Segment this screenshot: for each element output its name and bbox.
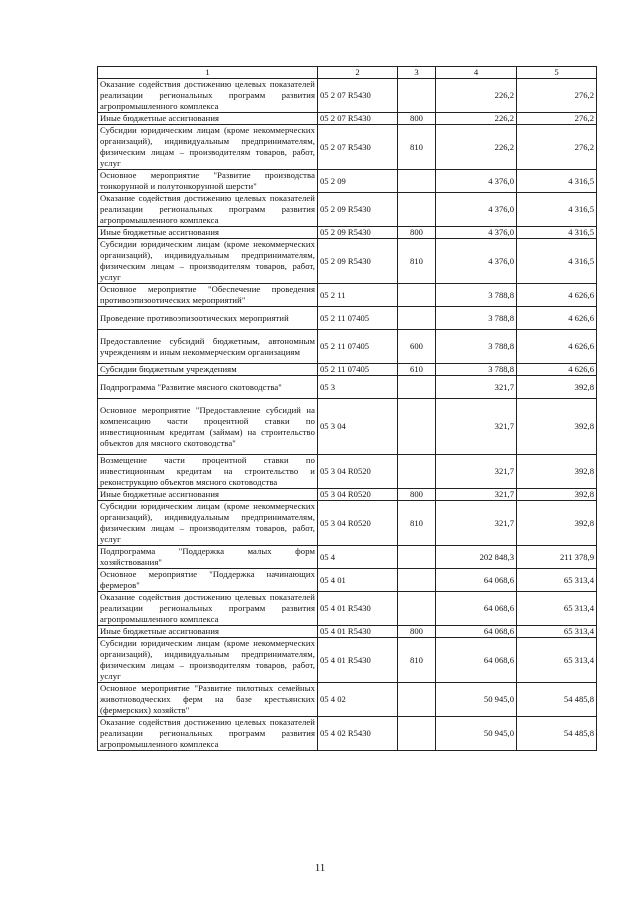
amount-col-5-cell: 4 316,5 (517, 193, 597, 227)
table-row (98, 284, 597, 307)
budget-table (97, 66, 597, 751)
amount-col-5-cell: 65 313,4 (517, 569, 597, 592)
table-row (98, 113, 597, 125)
target-code-cell: 05 2 11 07405 (318, 364, 398, 376)
amount-col-4-cell: 4 376,0 (436, 170, 517, 193)
target-code-cell: 05 4 01 (318, 569, 398, 592)
target-code-cell: 05 4 02 R5430 (318, 717, 398, 751)
target-code-cell: 05 2 09 R5430 (318, 239, 398, 284)
amount-col-5-cell: 392,8 (517, 399, 597, 455)
amount-col-4-cell: 50 945,0 (436, 717, 517, 751)
table-row (98, 227, 597, 239)
target-code-cell: 05 2 09 R5430 (318, 227, 398, 239)
item-name-cell: Иные бюджетные ассигнования (98, 489, 318, 501)
table-row (98, 592, 597, 626)
amount-col-4-cell: 50 945,0 (436, 683, 517, 717)
amount-col-4-cell: 202 848,3 (436, 546, 517, 569)
amount-col-4-cell: 3 788,8 (436, 330, 517, 364)
item-name-cell: Субсидии бюджетным учреждениям (98, 364, 318, 376)
item-name-cell: Оказание содействия достижению целевых показателей реализации региональных программ развития агропромышленного комплекса (98, 79, 318, 113)
table-row (98, 501, 597, 546)
header-col-5: 5 (517, 67, 597, 79)
target-code-cell: 05 2 07 R5430 (318, 113, 398, 125)
amount-col-4-cell: 321,7 (436, 501, 517, 546)
amount-col-4-cell: 226,2 (436, 79, 517, 113)
target-code-cell: 05 2 11 (318, 284, 398, 307)
amount-col-5-cell: 54 485,8 (517, 717, 597, 751)
item-name-cell: Возмещение части процентной ставки по инвестиционным кредитам на строительство и реконструкцию объектов мясного скотоводства (98, 455, 318, 489)
amount-col-4-cell: 64 068,6 (436, 569, 517, 592)
amount-col-5-cell: 392,8 (517, 489, 597, 501)
amount-col-5-cell: 4 626,6 (517, 307, 597, 330)
target-code-cell: 05 4 01 R5430 (318, 638, 398, 683)
amount-col-5-cell: 4 626,6 (517, 364, 597, 376)
expense-type-cell (398, 683, 436, 717)
item-name-cell: Основное мероприятие "Предоставление субсидий на компенсацию части процентной ставки по инвестиционным кредитам (займам) на строительство объектов для мясного скотоводства" (98, 399, 318, 455)
item-name-cell: Основное мероприятие "Развитие производства тонкорунной и полутонкорунной шерсти" (98, 170, 318, 193)
amount-col-5-cell: 4 316,5 (517, 170, 597, 193)
amount-col-4-cell: 321,7 (436, 376, 517, 399)
amount-col-5-cell: 65 313,4 (517, 626, 597, 638)
header-col-3: 3 (398, 67, 436, 79)
amount-col-4-cell: 4 376,0 (436, 227, 517, 239)
table-row (98, 170, 597, 193)
amount-col-4-cell: 321,7 (436, 455, 517, 489)
table-header-row (98, 67, 597, 79)
header-col-1: 1 (98, 67, 318, 79)
table-row (98, 455, 597, 489)
item-name-cell: Оказание содействия достижению целевых показателей реализации региональных программ развития агропромышленного комплекса (98, 717, 318, 751)
table-row (98, 364, 597, 376)
amount-col-4-cell: 64 068,6 (436, 626, 517, 638)
item-name-cell: Иные бюджетные ассигнования (98, 113, 318, 125)
amount-col-5-cell: 276,2 (517, 113, 597, 125)
target-code-cell: 05 3 (318, 376, 398, 399)
amount-col-5-cell: 65 313,4 (517, 638, 597, 683)
amount-col-5-cell: 4 626,6 (517, 284, 597, 307)
amount-col-5-cell: 4 316,5 (517, 227, 597, 239)
table-row (98, 683, 597, 717)
target-code-cell: 05 3 04 (318, 399, 398, 455)
expense-type-cell (398, 592, 436, 626)
table-row (98, 399, 597, 455)
table-row (98, 193, 597, 227)
target-code-cell: 05 3 04 R0520 (318, 489, 398, 501)
amount-col-4-cell: 3 788,8 (436, 284, 517, 307)
expense-type-cell: 800 (398, 489, 436, 501)
target-code-cell: 05 2 11 07405 (318, 330, 398, 364)
expense-type-cell (398, 307, 436, 330)
expense-type-cell (398, 284, 436, 307)
target-code-cell: 05 2 09 R5430 (318, 193, 398, 227)
table-row (98, 239, 597, 284)
table-row (98, 307, 597, 330)
expense-type-cell: 800 (398, 626, 436, 638)
target-code-cell: 05 2 07 R5430 (318, 125, 398, 170)
amount-col-4-cell: 3 788,8 (436, 307, 517, 330)
amount-col-5-cell: 276,2 (517, 125, 597, 170)
table-row (98, 125, 597, 170)
table-row (98, 79, 597, 113)
table-row (98, 569, 597, 592)
target-code-cell: 05 2 09 (318, 170, 398, 193)
expense-type-cell (398, 79, 436, 113)
item-name-cell: Основное мероприятие "Поддержка начинающих фермеров" (98, 569, 318, 592)
item-name-cell: Иные бюджетные ассигнования (98, 626, 318, 638)
table-row (98, 489, 597, 501)
expense-type-cell: 810 (398, 239, 436, 284)
expense-type-cell (398, 546, 436, 569)
item-name-cell: Оказание содействия достижению целевых показателей реализации региональных программ развития агропромышленного комплекса (98, 592, 318, 626)
header-col-2: 2 (318, 67, 398, 79)
item-name-cell: Оказание содействия достижению целевых показателей реализации региональных программ развития агропромышленного комплекса (98, 193, 318, 227)
table-row (98, 626, 597, 638)
item-name-cell: Основное мероприятие "Обеспечение проведения противоэпизоотических мероприятий" (98, 284, 318, 307)
target-code-cell: 05 4 (318, 546, 398, 569)
expense-type-cell: 800 (398, 227, 436, 239)
page-number: 11 (314, 862, 326, 874)
target-code-cell: 05 3 04 R0520 (318, 455, 398, 489)
header-col-4: 4 (436, 67, 517, 79)
amount-col-5-cell: 276,2 (517, 79, 597, 113)
amount-col-4-cell: 321,7 (436, 399, 517, 455)
expense-type-cell: 610 (398, 364, 436, 376)
expense-type-cell (398, 170, 436, 193)
target-code-cell: 05 4 02 (318, 683, 398, 717)
amount-col-5-cell: 65 313,4 (517, 592, 597, 626)
amount-col-4-cell: 226,2 (436, 113, 517, 125)
table-row (98, 546, 597, 569)
item-name-cell: Субсидии юридическим лицам (кроме некоммерческих организаций), индивидуальным предпринимателям, физическим лицам – производителям товаров, работ, услуг (98, 125, 318, 170)
table-row (98, 330, 597, 364)
expense-type-cell: 810 (398, 125, 436, 170)
expense-type-cell (398, 455, 436, 489)
item-name-cell: Проведение противоэпизоотических мероприятий (98, 307, 318, 330)
target-code-cell: 05 2 07 R5430 (318, 79, 398, 113)
expense-type-cell (398, 376, 436, 399)
expense-type-cell (398, 193, 436, 227)
item-name-cell: Подпрограмма "Поддержка малых форм хозяйствования" (98, 546, 318, 569)
target-code-cell: 05 3 04 R0520 (318, 501, 398, 546)
amount-col-4-cell: 4 376,0 (436, 193, 517, 227)
amount-col-5-cell: 392,8 (517, 376, 597, 399)
item-name-cell: Предоставление субсидий бюджетным, автономным учреждениям и иным некоммерческим организациям (98, 330, 318, 364)
amount-col-5-cell: 392,8 (517, 501, 597, 546)
item-name-cell: Иные бюджетные ассигнования (98, 227, 318, 239)
amount-col-4-cell: 4 376,0 (436, 239, 517, 284)
item-name-cell: Субсидии юридическим лицам (кроме некоммерческих организаций), индивидуальным предпринимателям, физическим лицам – производителям товаров, работ, услуг (98, 501, 318, 546)
amount-col-5-cell: 54 485,8 (517, 683, 597, 717)
amount-col-5-cell: 211 378,9 (517, 546, 597, 569)
amount-col-4-cell: 226,2 (436, 125, 517, 170)
table-row (98, 376, 597, 399)
item-name-cell: Основное мероприятие "Развитие пилотных семейных животноводческих ферм на базе крестьянских (фермерских) хозяйств" (98, 683, 318, 717)
amount-col-5-cell: 392,8 (517, 455, 597, 489)
expense-type-cell (398, 399, 436, 455)
amount-col-4-cell: 64 068,6 (436, 638, 517, 683)
expense-type-cell: 600 (398, 330, 436, 364)
item-name-cell: Субсидии юридическим лицам (кроме некоммерческих организаций), индивидуальным предпринимателям, физическим лицам – производителям товаров, работ, услуг (98, 239, 318, 284)
target-code-cell: 05 2 11 07405 (318, 307, 398, 330)
amount-col-5-cell: 4 626,6 (517, 330, 597, 364)
table-row (98, 638, 597, 683)
amount-col-4-cell: 64 068,6 (436, 592, 517, 626)
amount-col-5-cell: 4 316,5 (517, 239, 597, 284)
table-row (98, 717, 597, 751)
amount-col-4-cell: 321,7 (436, 489, 517, 501)
item-name-cell: Подпрограмма "Развитие мясного скотоводства" (98, 376, 318, 399)
item-name-cell: Субсидии юридическим лицам (кроме некоммерческих организаций), индивидуальным предпринимателям, физическим лицам – производителям товаров, работ, услуг (98, 638, 318, 683)
expense-type-cell: 810 (398, 501, 436, 546)
expense-type-cell: 810 (398, 638, 436, 683)
target-code-cell: 05 4 01 R5430 (318, 592, 398, 626)
expense-type-cell: 800 (398, 113, 436, 125)
expense-type-cell (398, 569, 436, 592)
expense-type-cell (398, 717, 436, 751)
table-body (98, 67, 597, 751)
amount-col-4-cell: 3 788,8 (436, 364, 517, 376)
target-code-cell: 05 4 01 R5430 (318, 626, 398, 638)
